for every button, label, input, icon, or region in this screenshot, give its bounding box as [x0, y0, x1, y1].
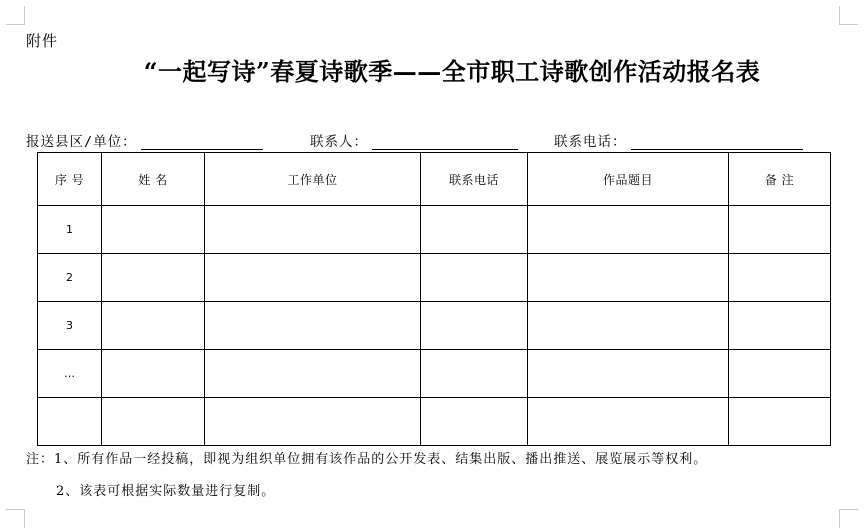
submission-info-line — [26, 130, 836, 152]
cell-phone[interactable] — [421, 350, 528, 398]
cell-work-title[interactable] — [528, 206, 729, 254]
unit-label: 报送县区/单位： — [26, 134, 137, 150]
note-1: 注：1、所有作品一经投稿，即视为组织单位拥有该作品的公开发表、结集出版、播出推送、展览展示等权利。 — [26, 452, 708, 467]
cell-phone[interactable] — [421, 206, 528, 254]
phone-blank[interactable] — [631, 135, 803, 150]
cell-name[interactable] — [102, 254, 205, 302]
cell-remarks[interactable] — [729, 350, 831, 398]
document-title — [0, 52, 864, 87]
page-corner-mark — [6, 6, 25, 25]
notes-section — [26, 450, 707, 514]
table-row — [38, 302, 831, 350]
attachment-label: 附件 — [26, 32, 59, 50]
cell-name[interactable] — [102, 302, 205, 350]
cell-work-title[interactable] — [528, 254, 729, 302]
cell-work-title[interactable] — [528, 398, 729, 446]
cell-name[interactable] — [102, 206, 205, 254]
phone-field — [554, 130, 803, 150]
cell-serial: 2 — [38, 254, 102, 302]
contact-blank[interactable] — [372, 135, 518, 150]
cell-work-title[interactable] — [528, 350, 729, 398]
phone-label: 联系电话： — [554, 134, 627, 150]
header-phone: 联系电话 — [421, 153, 528, 206]
cell-name[interactable] — [102, 398, 205, 446]
cell-serial: … — [38, 350, 102, 398]
document-title-text: “一起写诗”春夏诗歌季——全市职工诗歌创作活动报名表 — [143, 57, 761, 86]
cell-work-unit[interactable] — [205, 254, 421, 302]
cell-name[interactable] — [102, 350, 205, 398]
cell-work-unit[interactable] — [205, 398, 421, 446]
header-name: 姓 名 — [102, 153, 205, 206]
cell-work-unit[interactable] — [205, 350, 421, 398]
header-serial-number: 序 号 — [38, 153, 102, 206]
cell-remarks[interactable] — [729, 206, 831, 254]
page-corner-mark — [839, 509, 858, 528]
cell-remarks[interactable] — [729, 254, 831, 302]
registration-table — [37, 152, 831, 446]
header-remarks: 备 注 — [729, 153, 831, 206]
page-corner-mark — [839, 6, 858, 25]
note-2: 2、该表可根据实际数量进行复制。 — [56, 484, 276, 499]
unit-blank[interactable] — [141, 135, 263, 150]
cell-serial: 1 — [38, 206, 102, 254]
cell-serial: 3 — [38, 302, 102, 350]
table-header-row — [38, 153, 831, 206]
cell-remarks[interactable] — [729, 302, 831, 350]
page-corner-mark — [6, 509, 25, 528]
table-row — [38, 350, 831, 398]
unit-field — [26, 130, 263, 150]
cell-work-unit[interactable] — [205, 206, 421, 254]
cell-serial — [38, 398, 102, 446]
header-work-unit: 工作单位 — [205, 153, 421, 206]
cell-phone[interactable] — [421, 254, 528, 302]
cell-remarks[interactable] — [729, 398, 831, 446]
cell-phone[interactable] — [421, 302, 528, 350]
contact-label: 联系人： — [310, 134, 368, 150]
table-row — [38, 398, 831, 446]
table-row — [38, 206, 831, 254]
cell-phone[interactable] — [421, 398, 528, 446]
contact-field — [310, 130, 518, 150]
cell-work-unit[interactable] — [205, 302, 421, 350]
table-row — [38, 254, 831, 302]
cell-work-title[interactable] — [528, 302, 729, 350]
header-work-title: 作品题目 — [528, 153, 729, 206]
